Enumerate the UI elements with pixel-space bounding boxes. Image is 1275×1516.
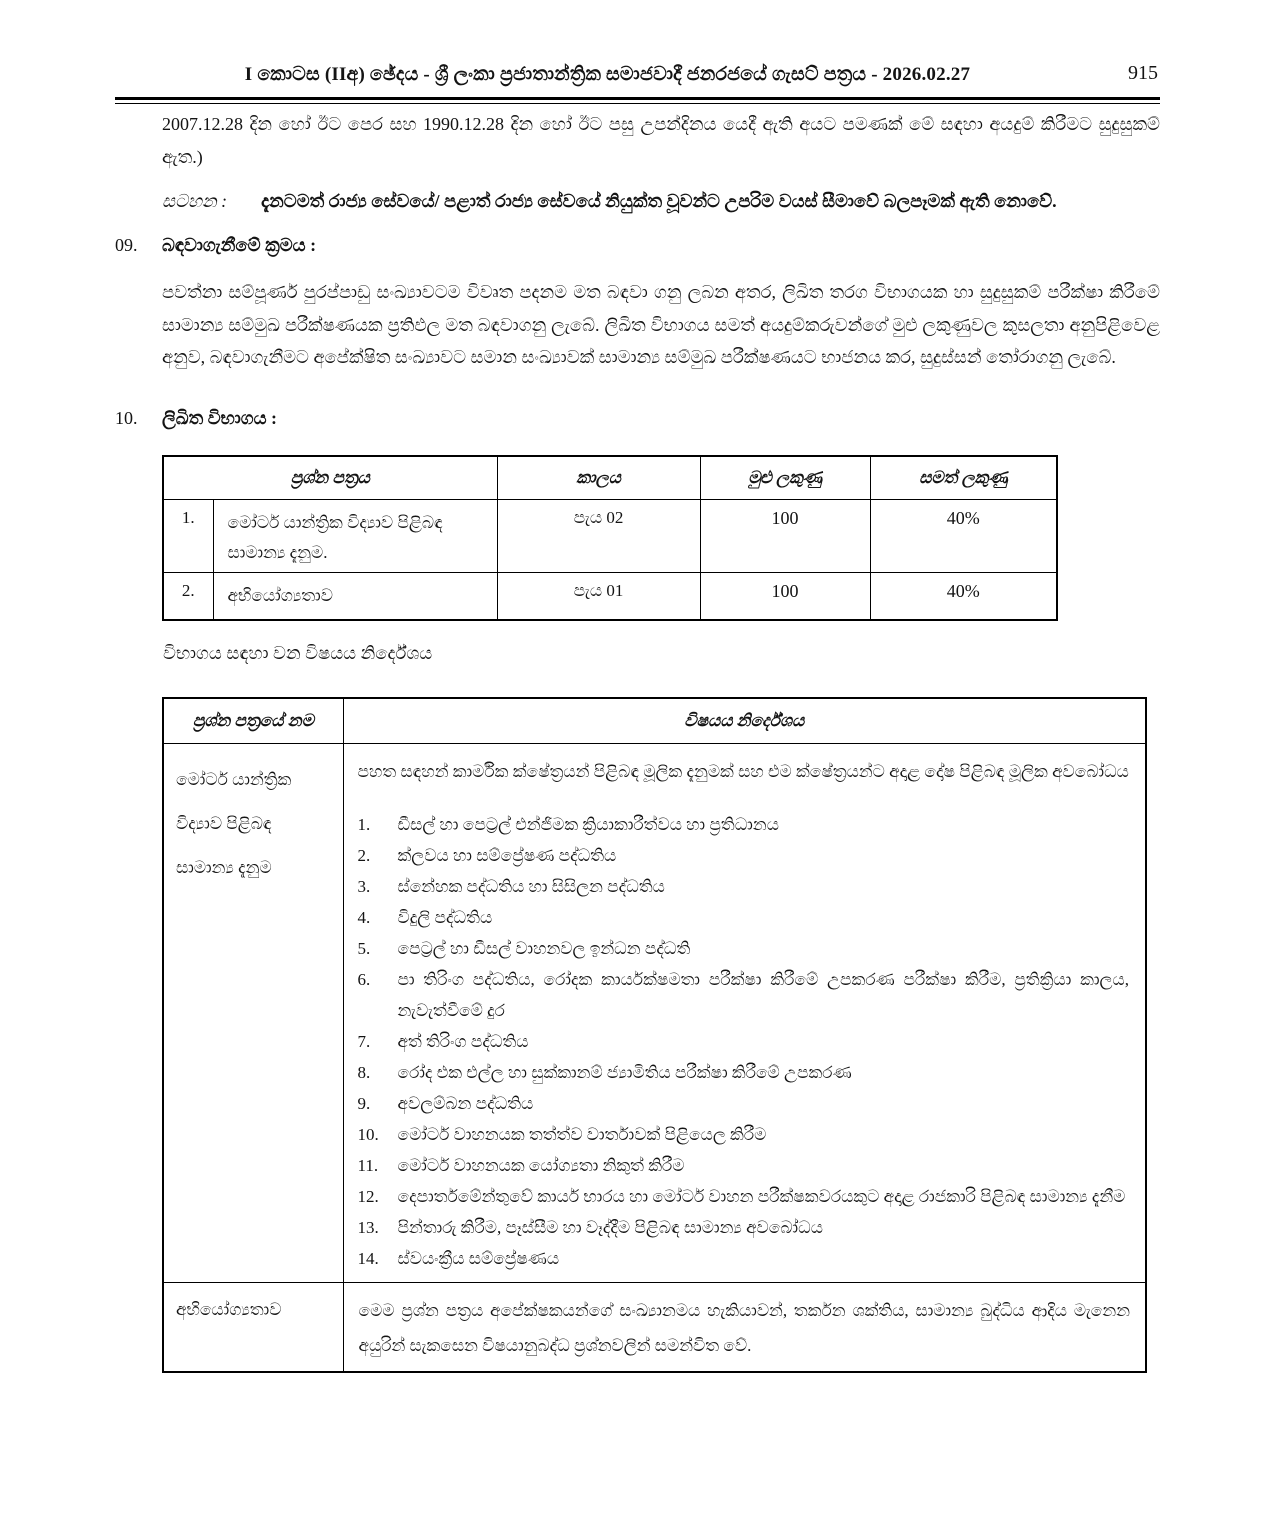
section-10-number: 10.	[115, 408, 138, 428]
syllabus-item	[358, 1212, 1130, 1243]
item-text: අත් තිරිංග පද්ධතිය	[397, 1032, 529, 1051]
item-number: 1.	[357, 815, 371, 834]
item-text: මෝටර් වාහනයක යෝග්‍යතා නිකුත් කිරීම	[397, 1156, 685, 1175]
syllabus-table-header-row	[163, 698, 1146, 744]
syllabus-item	[358, 1181, 1130, 1212]
exam-row-total-marks: 100	[700, 500, 870, 573]
item-text: පින්තාරු කිරීම, පෑස්සීම හා වෑද්දීම පිළිබඳ සාමාන්‍ය අවබෝධය	[397, 1218, 823, 1237]
exam-col-pass-marks: සමත් ලකුණු	[870, 456, 1057, 500]
syllabus-row-mechanics	[163, 744, 1146, 1283]
item-number: 11.	[357, 1156, 379, 1175]
exam-table-header-row	[163, 456, 1057, 500]
syllabus-item	[358, 1119, 1130, 1150]
syllabus-row-aptitude	[163, 1283, 1146, 1373]
item-number: 9.	[357, 1094, 371, 1113]
item-number: 14.	[357, 1249, 379, 1268]
syllabus-col-paper-name: ප්‍රශ්න පත්‍රයේ නම	[163, 698, 343, 744]
exam-col-total-marks: මුළු ලකුණු	[700, 456, 870, 500]
item-text: අවලම්බන පද්ධතිය	[397, 1094, 534, 1113]
syllabus-item	[358, 1026, 1130, 1057]
note-row	[162, 188, 1162, 214]
header-rule	[115, 97, 1160, 104]
syllabus-paper-name: මෝටර් යාන්ත්‍රික විද්‍යාව පිළිබඳ සාමාන්‍ය දැනුම	[163, 744, 343, 1283]
item-text: පෙට්‍රල් හා ඩීසල් වාහනවල ඉන්ධන පද්ධති	[397, 939, 691, 958]
item-text: විදුලි පද්ධතිය	[397, 908, 493, 927]
section-10-title: ලිඛිත විභාගය :	[162, 408, 278, 428]
exam-row-number: 1.	[163, 500, 213, 573]
note-label: සටහන :	[162, 191, 228, 211]
exam-row-pass-marks: 40%	[870, 500, 1057, 573]
section-09-number: 09.	[115, 235, 138, 255]
item-text: පා තිරිංග පද්ධතිය, රෝදක කාර්යක්ෂමතා පරීක්ෂා කිරීමේ උපකරණ පරීක්ෂා කිරීම, ප්‍රතික්‍රියා කාලය, නැවැත්වීමේ දුර	[397, 970, 1129, 1020]
syllabus-col-syllabus: විෂයය නිර්දේශය	[343, 698, 1146, 744]
section-09-title: බඳවාගැනීමේ ක්‍රමය :	[162, 235, 317, 255]
item-number: 3.	[357, 877, 371, 896]
eligibility-paragraph: 2007.12.28 දින හෝ ඊට පෙර සහ 1990.12.28 දින හෝ ඊට පසු උපන්දිනය යෙදී ඇති අයට පමණක් මේ සඳහා අයදුම් කිරීමට සුදුසුකම් ඇත.)	[162, 114, 1160, 167]
note-text: දැනටමත් රාජ්‍ය සේවයේ/ පළාත් රාජ්‍ය සේවයේ නියුක්ත වූවන්ට උපරිම වයස් සීමාවේ බලපෑමක් ඇති නොවේ.	[261, 191, 1057, 211]
item-text: දෙපාර්තමේන්තුවේ කාර්ය භාරය හා මෝටර් වාහන පරීක්ෂකවරයකුට අදාළ රාජකාරි පිළිබඳ සාමාන්‍ය දැනීම	[397, 1187, 1126, 1206]
item-number: 7.	[357, 1032, 371, 1051]
item-number: 12.	[357, 1187, 379, 1206]
exam-row-paper: මෝටර් යාන්ත්‍රික විද්‍යාව පිළිබඳ සාමාන්‍ය දැනුම.	[213, 500, 497, 573]
item-number: 6.	[357, 970, 371, 989]
aptitude-description: මෙම ප්‍රශ්න පත්‍රය අපේක්ෂකයන්ගේ සංඛ්‍යානමය හැකියාවන්, තර්කන ශක්තිය, සාමාන්‍ය බුද්ධිය ආදිය මැනෙන අයුරින් සැකසෙන විෂයානුබද්ධ ප්‍රශ්නවලින් සමන්විත වේ.	[358, 1301, 1130, 1355]
syllabus-item	[358, 1088, 1130, 1119]
item-text: මෝටර් වාහනයක තත්ත්ව වාර්තාවක් පිළියෙල කිරීම	[397, 1125, 767, 1144]
exam-table-row	[163, 500, 1057, 573]
item-text: ස්නේහක පද්ධතිය හා සිසිලන පද්ධතිය	[397, 877, 665, 896]
section-09-heading	[115, 235, 1160, 256]
item-number: 5.	[357, 939, 371, 958]
exam-table-row	[163, 573, 1057, 621]
item-number: 2.	[357, 846, 371, 865]
syllabus-caption: විභාගය සඳහා වන විෂයය නිර්දේශය	[163, 643, 433, 663]
exam-row-pass-marks: 40%	[870, 573, 1057, 621]
gazette-title: I කොටස (IIඅ) ඡේදය - ශ්‍රී ලංකා ප්‍රජාතාන්ත්‍රික සමාජවාදී ජනරජයේ ගැසට් පත්‍රය - 2026.02.27	[244, 64, 971, 85]
syllabus-table	[162, 697, 1147, 1373]
syllabus-item	[358, 902, 1130, 933]
syllabus-intro: පහත සඳහන් කාර්මික ක්ෂේත්‍රයන් පිළිබඳ මූලික දැනුමක් සහ එම ක්ෂේත්‍රයන්ට අදාළ දෝෂ පිළිබඳ මූලික අවබෝධය	[357, 762, 1129, 781]
syllabus-item	[358, 1150, 1130, 1181]
syllabus-item	[358, 809, 1130, 840]
item-text: ක්ලවය හා සම්ප්‍රේෂණ පද්ධතිය	[397, 846, 617, 865]
item-text: ස්වයංක්‍රීය සම්ප්‍රේෂණය	[397, 1249, 560, 1268]
item-number: 4.	[357, 908, 371, 927]
syllabus-item	[358, 1057, 1130, 1088]
syllabus-item	[358, 871, 1130, 902]
exam-col-time: කාලය	[497, 456, 700, 500]
syllabus-item	[358, 933, 1130, 964]
exam-row-paper: අභියෝග්‍යතාව	[213, 573, 497, 621]
exam-row-total-marks: 100	[700, 573, 870, 621]
syllabus-item	[358, 1243, 1130, 1274]
exam-col-paper: ප්‍රශ්න පත්‍රය	[163, 456, 497, 500]
syllabus-paper-name: අභියෝග්‍යතාව	[163, 1283, 343, 1373]
section-09-body: පවත්නා සම්පූර්ණ පුරප්පාඩු සංඛ්‍යාවටම විවෘත පදනම මත බඳවා ගනු ලබන අතර, ලිඛිත තරග විභාගයක හා සුදුසුකම් පරීක්ෂා කිරීමේ සාමාන්‍ය සම්මුඛ පරීක්ෂණයක ප්‍රතිඵල මත බඳවාගනු ලැබේ. ලිඛිත විභාගය සමත් අයදුම්කරුවන්ගේ මුළු ලකුණුවල කුසලතා අනුපිළිවෙළ අනුව, බඳවාගැනීමට අපේක්ෂිත සංඛ්‍යාවට සමාන සංඛ්‍යාවක් සාමාන්‍ය සම්මුඛ පරීක්ෂණයට භාජනය කර, සුදුස්සන් තෝරාගනු ලැබේ.	[162, 282, 1161, 367]
item-text: ඩීසල් හා පෙට්‍රල් එන්ජිමක ක්‍රියාකාරීත්වය හා ප්‍රතිධානය	[397, 815, 779, 834]
exam-row-number: 2.	[163, 573, 213, 621]
page-header	[115, 60, 1160, 94]
item-number: 13.	[357, 1218, 379, 1237]
item-number: 10.	[357, 1125, 379, 1144]
syllabus-description-cell	[343, 744, 1146, 1283]
written-exam-table	[162, 455, 1058, 621]
page-number: 915	[1128, 62, 1158, 84]
syllabus-description-cell	[343, 1283, 1146, 1373]
item-text: රෝද එක එල්ල හා සුක්කානම් ජ්‍යාමිතිය පරීක්ෂා කිරීමේ උපකරණ	[397, 1063, 852, 1082]
syllabus-item	[358, 964, 1130, 1026]
exam-row-time: පැය 01	[497, 573, 700, 621]
section-10-heading	[115, 408, 1160, 429]
item-number: 8.	[357, 1063, 371, 1082]
exam-row-time: පැය 02	[497, 500, 700, 573]
syllabus-item	[358, 840, 1130, 871]
